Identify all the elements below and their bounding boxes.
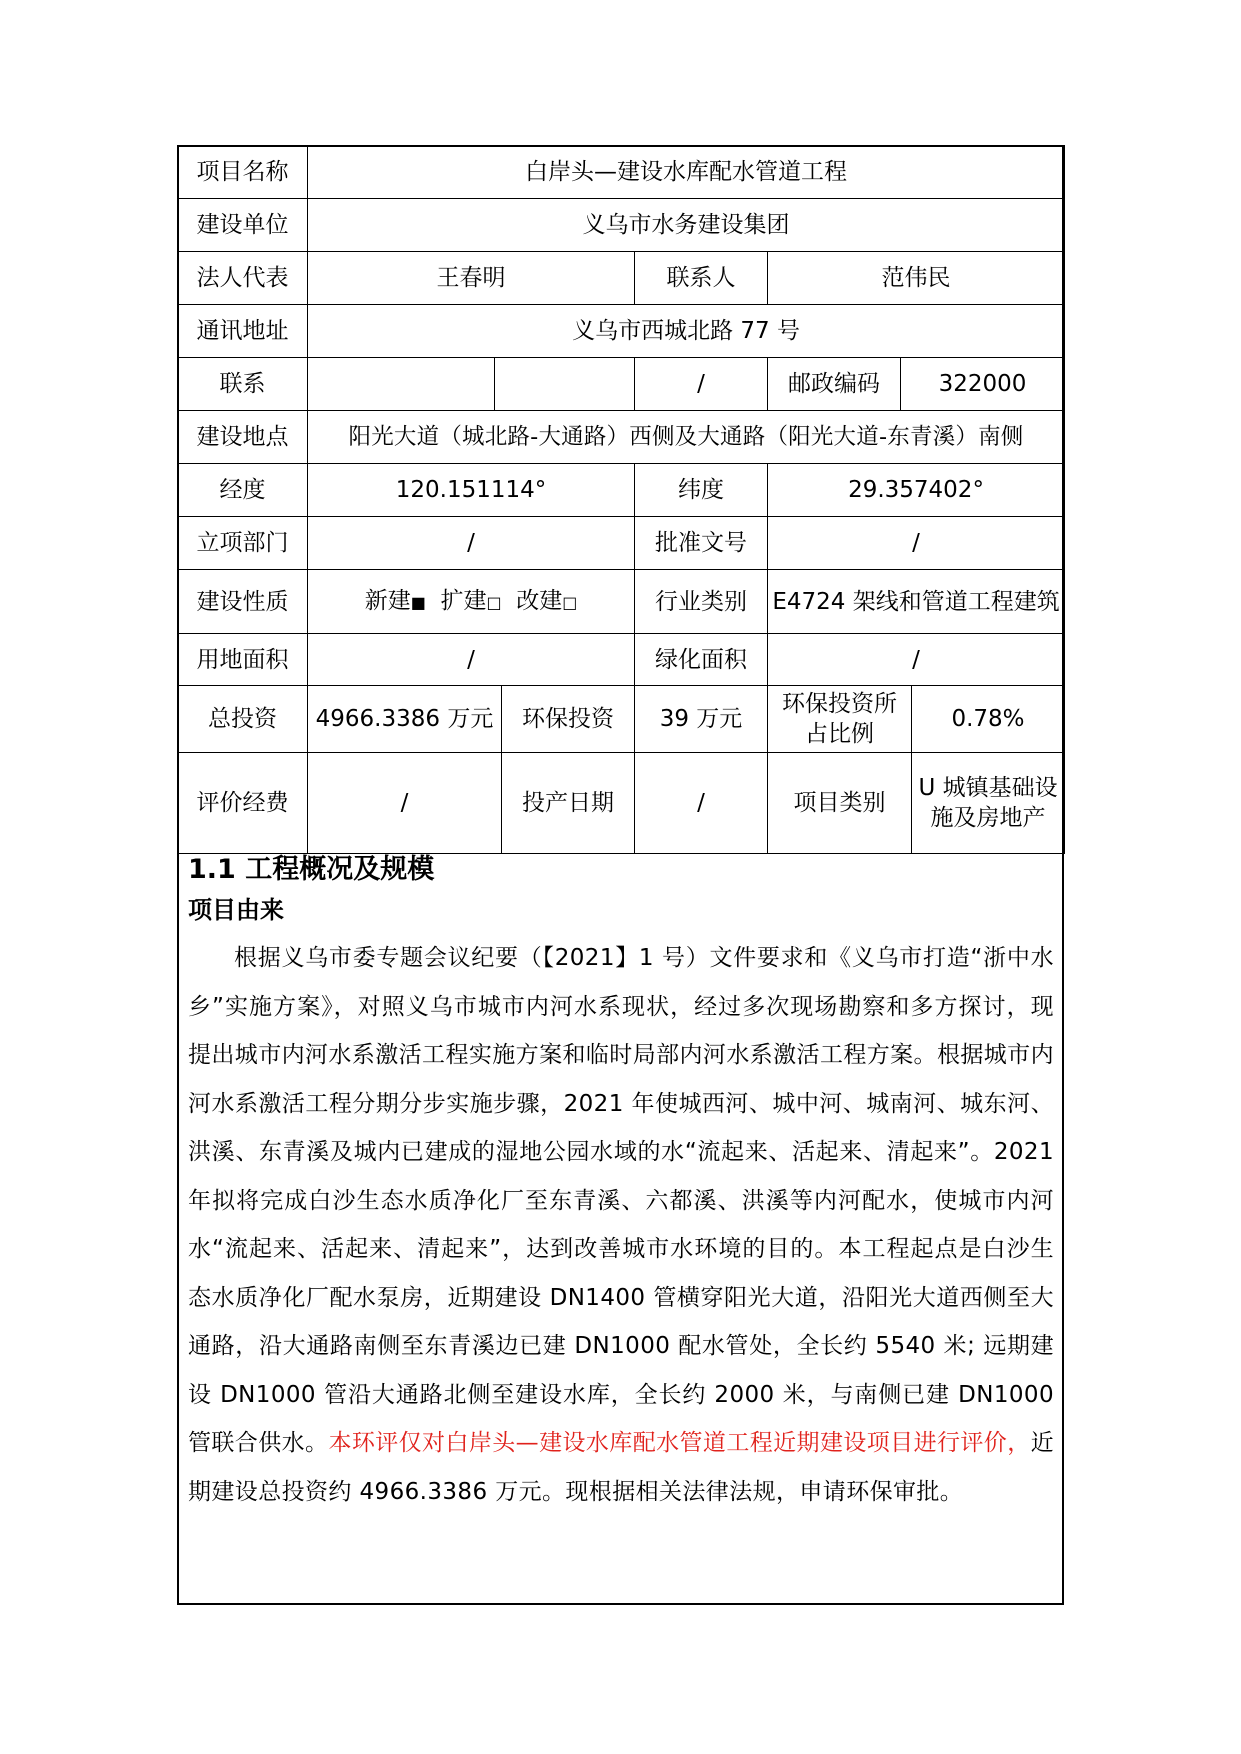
green-area-label: 绿化面积 <box>635 634 768 686</box>
approval-no-label: 批准文号 <box>635 517 768 570</box>
project-origin-paragraph <box>188 934 1054 1516</box>
paragraph-main-text: 根据义乌市委专题会议纪要（【2021】1 号）文件要求和《义乌市打造“浙中水乡”实施方案》，对照义乌市城市内河水系现状，经过多次现场勘察和多方探讨，现提出城市内河水系激活工程实施方案和临时局部内河水系激活工程方案。根据城市内河水系激活工程分期分步实施步骤，2021 年使城西河、城中河、城南河、城东河、洪溪、东青溪及城内已建成的湿地公园水域的水“流起来、活起来、清起来”。2021 年拟将完成白沙生态水质净化厂至东青溪、六都溪、洪溪等内河配水，使城市内河水“流起来、活起来、清起来”，达到改善城市水环境的目的。本工程起点是白沙生态水质净化厂配水泵房，近期建设 DN1400 管横穿阳光大道，沿阳光大道西侧至大通路，沿大通路南侧至东青溪边已建 DN1000 配水管处，全长约 5540 米; 远期建设 DN1000 管沿大通路北侧至建设水库，全长约 2000 米，与南侧已建 DN1000 管联合供水。 <box>188 945 1054 1456</box>
site: 阳光大道（城北路-大通路）西侧及大通路（阳光大道-东青溪）南侧 <box>308 411 1065 464</box>
env-invest: 39 万元 <box>635 686 768 753</box>
nature-options <box>308 570 635 634</box>
eval-fee: / <box>308 753 502 854</box>
longitude-label: 经度 <box>178 464 308 517</box>
table-row <box>178 305 1065 358</box>
latitude: 29.357402° <box>768 464 1065 517</box>
nature-expand-checkbox: □ <box>486 592 502 612</box>
operation-date-label: 投产日期 <box>502 753 635 854</box>
contact-person: 范伟民 <box>768 252 1065 305</box>
table-row <box>178 199 1065 252</box>
table-row <box>178 358 1065 411</box>
site-label: 建设地点 <box>178 411 308 464</box>
dept-label: 立项部门 <box>178 517 308 570</box>
contact-person-label: 联系人 <box>635 252 768 305</box>
total-invest-label: 总投资 <box>178 686 308 753</box>
project-info-table <box>177 145 1065 854</box>
operation-date: / <box>635 753 768 854</box>
table-row <box>178 686 1065 753</box>
address-label: 通讯地址 <box>178 305 308 358</box>
industry: E4724 架线和管道工程建筑 <box>768 570 1065 634</box>
eval-fee-label: 评价经费 <box>178 753 308 854</box>
legal-rep-label: 法人代表 <box>178 252 308 305</box>
postcode: 322000 <box>901 358 1065 411</box>
builder-label: 建设单位 <box>178 199 308 252</box>
project-type-label: 项目类别 <box>768 753 912 854</box>
land-area-label: 用地面积 <box>178 634 308 686</box>
table-row <box>178 753 1065 854</box>
section-heading: 1.1 工程概况及规模 <box>188 854 435 885</box>
table-row <box>178 570 1065 634</box>
nature-rebuild-label: 改建 <box>516 587 563 614</box>
section-content <box>188 850 1054 1516</box>
contact-cell-2 <box>495 358 635 411</box>
env-ratio-label: 环保投资所占比例 <box>768 686 912 753</box>
table-row <box>178 517 1065 570</box>
nature-new-label: 新建 <box>364 587 411 614</box>
legal-rep: 王春明 <box>308 252 635 305</box>
contact-cell-1 <box>308 358 495 411</box>
nature-label: 建设性质 <box>178 570 308 634</box>
project-type: U 城镇基础设施及房地产 <box>912 753 1065 854</box>
project-name-label: 项目名称 <box>178 146 308 199</box>
table-row <box>178 252 1065 305</box>
total-invest: 4966.3386 万元 <box>308 686 502 753</box>
paragraph-tail-text: 近期建设总投资约 4966.3386 万元。现根据相关法律法规，申请环保审批。 <box>188 1430 1054 1505</box>
nature-expand-label: 扩建 <box>440 587 487 614</box>
contact-cell-3: / <box>635 358 768 411</box>
contact-label: 联系 <box>178 358 308 411</box>
table-row <box>178 146 1065 199</box>
nature-rebuild-checkbox: □ <box>562 592 578 612</box>
address: 义乌市西城北路 77 号 <box>308 305 1065 358</box>
table-row <box>178 411 1065 464</box>
paragraph-highlight-text: 本环评仅对白岸头—建设水库配水管道工程近期建设项目进行评价， <box>328 1430 1031 1456</box>
table-row <box>178 464 1065 517</box>
green-area: / <box>768 634 1065 686</box>
section-subheading: 项目由来 <box>188 896 284 924</box>
latitude-label: 纬度 <box>635 464 768 517</box>
table-row <box>178 634 1065 686</box>
longitude: 120.151114° <box>308 464 635 517</box>
approval-no: / <box>768 517 1065 570</box>
industry-label: 行业类别 <box>635 570 768 634</box>
env-ratio: 0.78% <box>912 686 1065 753</box>
land-area: / <box>308 634 635 686</box>
nature-new-checkbox: ■ <box>410 592 426 612</box>
env-invest-label: 环保投资 <box>502 686 635 753</box>
dept: / <box>308 517 635 570</box>
postcode-label: 邮政编码 <box>768 358 901 411</box>
project-name: 白岸头—建设水库配水管道工程 <box>308 146 1065 199</box>
builder: 义乌市水务建设集团 <box>308 199 1065 252</box>
